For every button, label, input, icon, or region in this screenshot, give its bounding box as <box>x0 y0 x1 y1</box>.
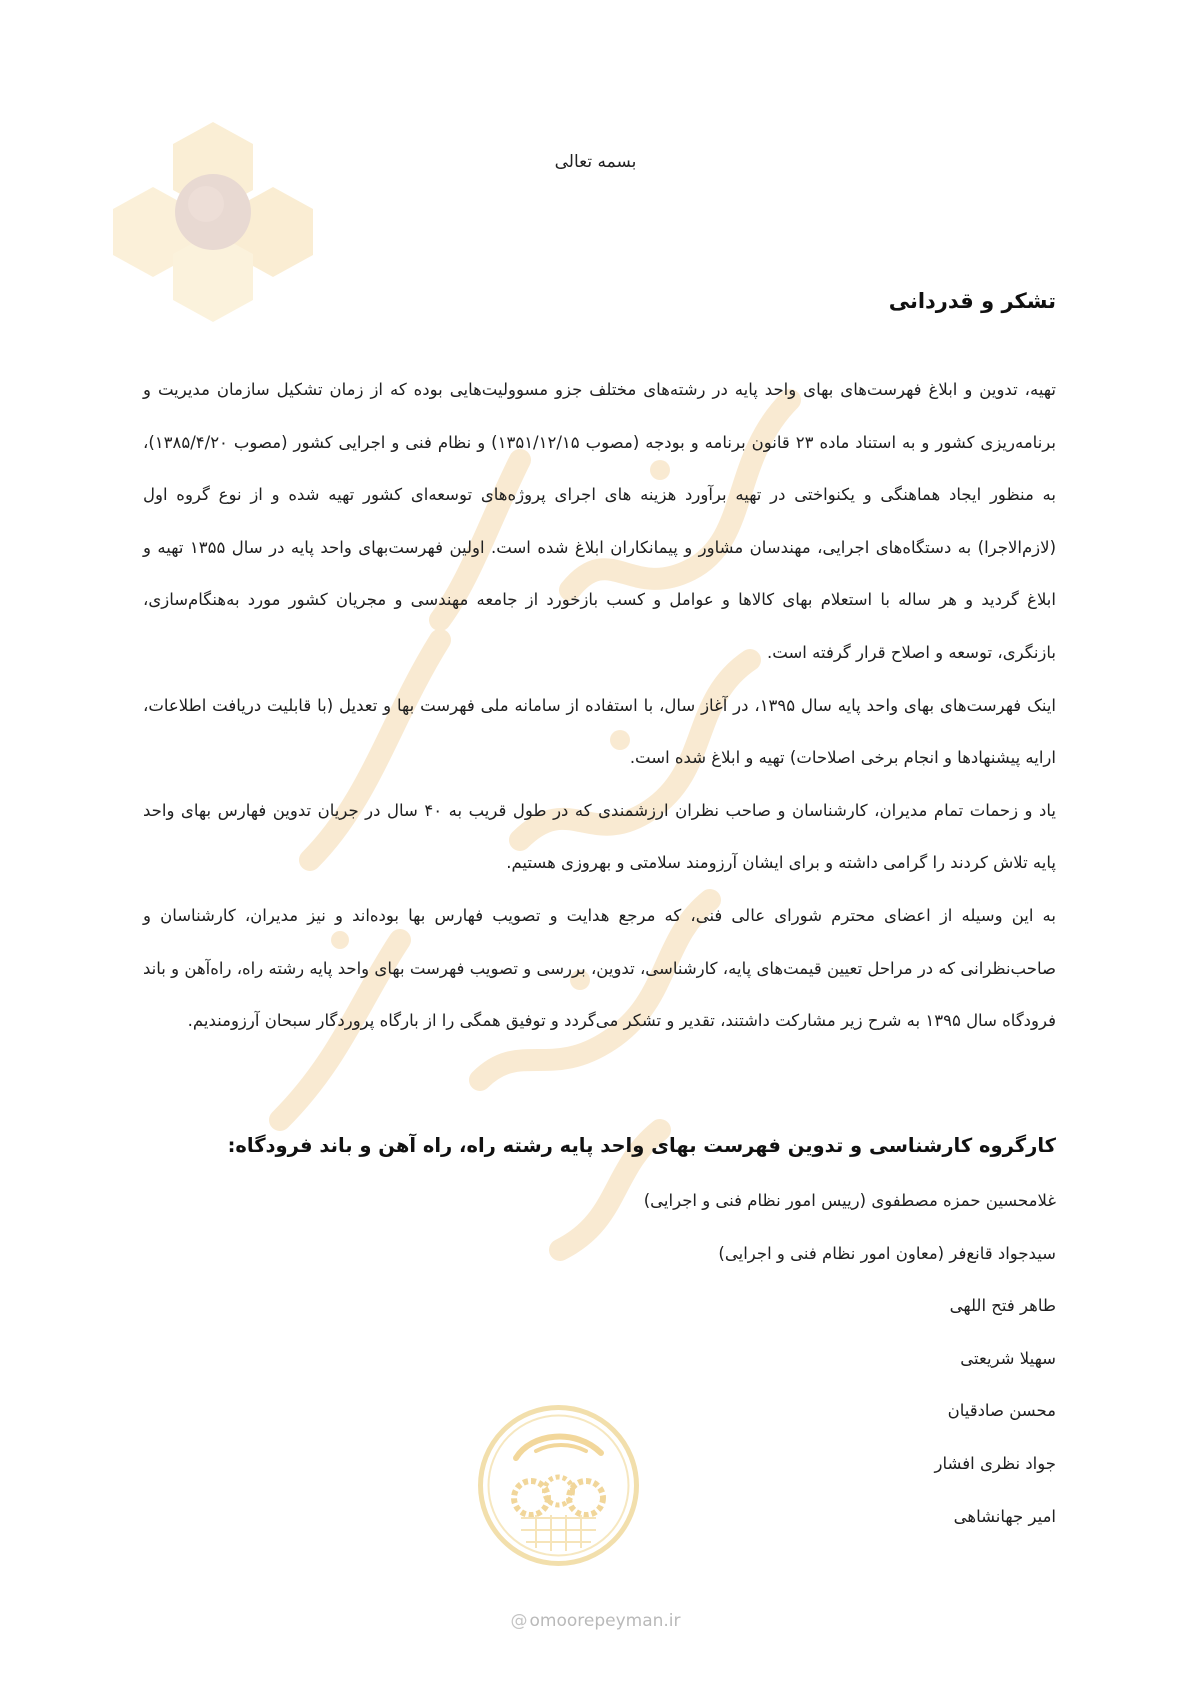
omoore-peyman-gear-seal-icon <box>476 1403 641 1568</box>
member-item: طاهر فتح اللهی <box>949 1296 1056 1316</box>
nezam-fanni-cube-logo-icon <box>98 112 328 342</box>
body-text <box>143 364 1056 1048</box>
page-title: تشکر و قدردانی <box>888 289 1056 313</box>
team-heading: کارگروه کارشناسی و تدوین فهرست بهای واحد پایه رشته راه، راه آهن و باند فرودگاه: <box>227 1134 1056 1157</box>
member-item: محسن صادقیان <box>947 1401 1056 1421</box>
member-item: سیدجواد قانع‌فر (معاون امور نظام فنی و اجرایی) <box>718 1243 1056 1263</box>
member-item: سهیلا شریعتی <box>960 1348 1056 1368</box>
paragraph: اینک فهرست‌های بهای واحد پایه سال ۱۳۹۵، در آغاز سال، با استفاده از سامانه ملی فهرست بها و تعدیل (با قابلیت دریافت اطلاعات، ارایه پیشنهادها و انجام برخی اصلاحات) تهیه و ابلاغ شده است. <box>143 695 1056 768</box>
at-sign-icon: @ <box>510 1611 528 1631</box>
member-item: امیر جهانشاهی <box>953 1506 1056 1526</box>
paragraph: تهیه، تدوین و ابلاغ فهرست‌های بهای واحد پایه در رشته‌های مختلف جزو مسوولیت‌هایی بوده که از زمان تشکیل سازمان مدیریت و برنامه‌ریزی کشور و به استناد ماده ۲۳ قانون برنامه و بودجه (مصوب ۱۳۵۱/۱۲/۱۵) و نظام فنی و اجرایی کشور (مصوب ۱۳۸۵/۴/۲۰)، به منظور ایجاد هماهنگی و یکنواختی در تهیه برآورد هزینه های اجرای پروژه‌های توسعه‌ای کشور تهیه شده و از نوع گروه اول (لازم‌الاجرا) به دستگاه‌های اجرایی، مهندسان مشاور و پیمانکاران ابلاغ شده است. اولین فهرست‌بهای واحد پایه در سال ۱۳۵۵ تهیه و ابلاغ گردید و هر ساله با استعلام بهای کالاها و عوامل و کسب بازخورد از جامعه مهندسی و مجریان کشور مورد به‌هنگام‌سازی، بازنگری، توسعه و اصلاح قرار گرفته است. <box>143 380 1057 662</box>
members-list <box>644 1186 1056 1554</box>
member-item: غلامحسین حمزه مصطفوی (رییس امور نظام فنی و اجرایی) <box>643 1191 1056 1210</box>
basmala: بسمه تعالی <box>554 152 637 172</box>
member-item: جواد نظری افشار <box>934 1453 1056 1473</box>
paragraph: به این وسیله از اعضای محترم شورای عالی فنی، که مرجع هدایت و تصویب فهارس بها بوده‌اند و نیز مدیران، کارشناسان و صاحب‌نظرانی که در مراحل تعیین قیمت‌های پایه، کارشناسی، تدوین، بررسی و تصویب فهرست بهای واحد پایه رشته راه، راه‌آهن و باند فرودگاه سال ۱۳۹۵ به شرح زیر مشارکت داشتند، تقدیر و تشکر می‌گردد و توفیق همگی را از بارگاه پروردگار سبحان آرزومندیم. <box>143 905 1056 1031</box>
paragraph: یاد و زحمات تمام مدیران، کارشناسان و صاحب نظران ارزشمندی که در طول قریب به ۴۰ سال در جریان تدوین فهارس بهای واحد پایه تلاش کردند را گرامی داشته و برای ایشان آرزومند سلامتی و بهروزی هستیم. <box>143 800 1057 873</box>
watermark-site-url: @ omoorepeyman.ir <box>510 1611 681 1631</box>
